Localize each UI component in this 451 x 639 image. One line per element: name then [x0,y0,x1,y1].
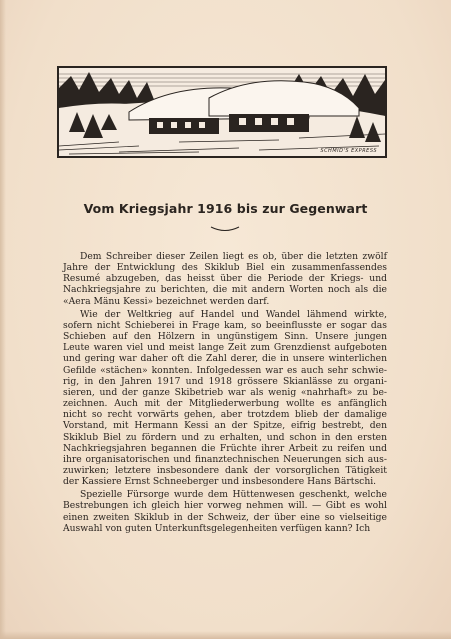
text-line: Spezielle Fürsorge wurde dem Hüttenwesen geschenkt, welche [80,489,387,501]
text-line: Nachkriegsjahre zu berichten, die mit andern Worten noch als die [63,284,387,296]
text-line: Leute waren viel und meist lange Zeit zum Grenzdienst aufgeboten [63,342,387,354]
snowy-landscape-illustration [57,66,387,158]
text-line: «Aera Mänu Kessi» bezeichnet werden darf. [63,295,270,307]
text-line: Resumé abzugeben, das heisst über die Periode der Kriegs- und [63,273,387,285]
illustration-credit: SCHMID'S EXPRESS [320,148,377,154]
page-edge-shadow [0,0,6,639]
text-line: der Kassiere Ernst Schneeberger und insbesondere Hans Bärtschi. [63,476,377,488]
title-ornament-swash [210,225,240,233]
paragraph [63,251,387,307]
text-line: Gefilde «stächen» konnten. Infolgedessen war es auch sehr schwie- [63,364,387,376]
page-bottom-shadow [0,631,451,639]
text-line: Schieben auf den Hölzern in ungünstigem Sinn. Unsere jungen [63,331,387,343]
text-line: nicht so recht vorwärts gehen, aber trotzdem blieb der damalige [63,409,387,421]
text-line: sieren, und der ganze Skibetrieb war als wenig «nahrhaft» zu be- [63,386,387,398]
article-body [63,251,387,536]
paragraph [63,489,387,534]
woodcut-drawing [59,68,385,156]
text-line: Vorstand, mit Hermann Kessi an der Spitze, eifrig bestrebt, den [63,420,387,432]
chapter-title: Vom Kriegsjahr 1916 bis zur Gegenwart [83,201,368,216]
text-line: Jahre der Entwicklung des Skiklub Biel ein zusammenfassendes [63,262,387,274]
text-line: Skiklub Biel zu fördern und zu erhalten, und schon in den ersten [63,431,387,443]
text-line: und gering war daher oft die Zahl derer, die in unsere winterlichen [63,353,387,365]
paragraph [63,309,387,488]
text-line: Wie der Weltkrieg auf Handel und Wandel lähmend wirkte, [80,308,387,320]
text-line: zeichnen. Auch mit der Mitgliederwerbung wollte es anfänglich [63,398,387,410]
text-line: sofern nicht Schieberei in Frage kam, so beeinflusste er sogar das [63,319,387,331]
text-line: Nachkriegsjahren begannen die Früchte ihrer Arbeit zu reifen und [63,442,387,454]
text-line: Bestrebungen ich gleich hier vorweg nehmen will. — Gibt es wohl [63,500,387,512]
text-line: Dem Schreiber dieser Zeilen liegt es ob, über die letzten zwölf [80,251,387,262]
text-line: rig, in den Jahren 1917 und 1918 grössere Skianlässe zu organi- [63,375,387,387]
text-line: einen zweiten Skiklub in der Schweiz, der über eine so vielseitige [63,511,387,523]
text-line: ihre organisatorischen und finanztechnischen Neuerungen sich aus- [63,453,387,465]
text-line: Auswahl von guten Unterkunftsgelegenheiten verfügen kann? Ich [63,522,371,534]
text-line: zuwirken; letztere insbesondere dank der vorsorglichen Tätigkeit [63,464,387,476]
